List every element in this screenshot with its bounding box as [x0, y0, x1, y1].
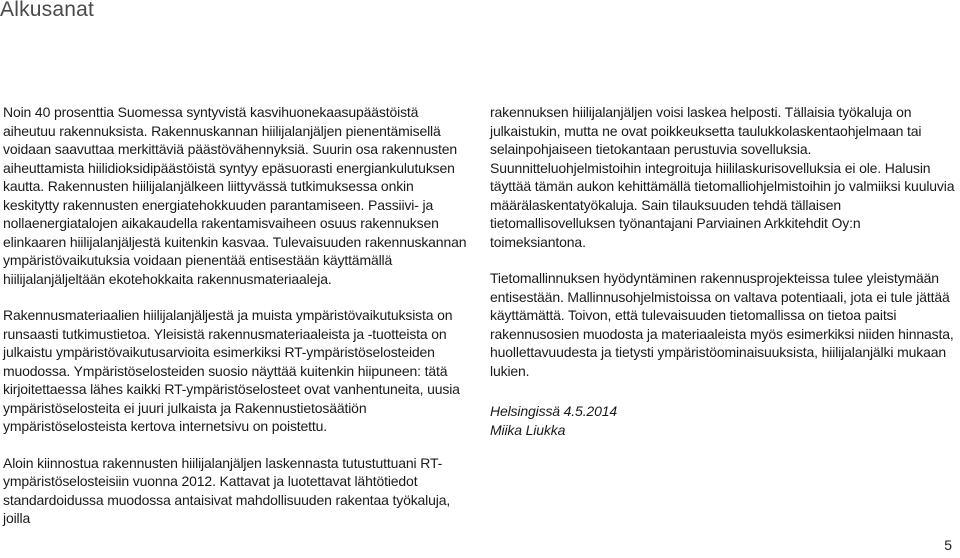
signature-author: Miika Liukka	[490, 421, 566, 438]
paragraph: Aloin kiinnostua rakennusten hiilijalanjäljen laskennasta tutustuttuani RT-ympäristöselosteisiin vuonna 2012. Kattavat ja luotettavat lähtötiedot standardoidussa muodossa antaisivat mahdollisuuden rakentaa työkaluja, joilla	[3, 454, 451, 526]
signature-place-date: Helsingissä 4.5.2014	[490, 403, 617, 419]
paragraph: Noin 40 prosenttia Suomessa syntyvistä kasvihuonekaasupäästöistä aiheutuu rakennuksista. Rakennuskannan hiilijalanjäljen pienentämisellä voidaan saavuttaa merkittäviä päästövähennyksiä. Suurin osa rakennusten aiheuttamista hiilidioksidipäästöistä syntyy epäsuorasti energiankulutuksen kautta. Rakennusten hiilijalanjälkeen liittyvässä tutkimuksessa onkin keskitytty rakennusten energiatehokkuuden parantamiseen. Passiivi- ja nollaenergiatalojen aikakaudella rakentamisvaiheen osuus rakennuksen elinkaaren hiilijalanjäljestä kuitenkin kasvaa. Tulevaisuuden rakennuskannan ympäristövaikutuksia voidaan pienentää entisestään käyttämällä hiilijalanjäljeltään ekotehokkaita rakennusmateriaaleja.	[3, 104, 467, 287]
page-title: Alkusanat	[0, 0, 95, 21]
paragraph: Rakennusmateriaalien hiilijalanjäljestä ja muista ympäristövaikutuksista on runsaasti tutkimustietoa. Yleisistä rakennusmateriaaleista ja -tuotteista on julkaistu ympäristövaikutusarvioita esimerkiksi RT-ympäristöselosteiden muodossa. Ympäristöselosteiden suosio näyttää kuitenkin hiipuneen: tätä kirjoitettaessa lähes kaikki RT-ympäristöselosteet ovat vanhentuneita, uusia ympäristöselosteita ei juuri julkaista ja Rakennustietosäätiön ympäristöselosteista kertova internetsivu on poistettu.	[3, 307, 460, 434]
right-column	[490, 103, 958, 439]
paragraph: Tietomallinnuksen hyödyntäminen rakennusprojekteissa tulee yleistymään entisestään. Mallinnusohjelmistoissa on valtava potentiaali, jota ei tule jättää käyttämättä. Toivon, että tulevaisuuden tietomallissa on tietoa paitsi rakennusosien muodosta ja materiaaleista myös esimerkiksi niiden hinnasta, huollettavuudesta ja tietysti ympäristöominaisuuksista, hiilijalanjälki mukaan lukien.	[490, 270, 954, 379]
left-column	[3, 103, 468, 528]
paragraph: rakennuksen hiilijalanjäljen voisi laskea helposti. Tällaisia työkaluja on julkaistukin, mutta ne ovat poikkeuksetta taulukkolaskentaohjelmaan tai selainpohjaiseen tietokantaan perustuvia sovelluksia. Suunnitteluohjelmistoihin integroituja hiililaskurisovelluksia ei ole. Halusin täyttää tämän aukon kehittämällä tietomalliohjelmistoihin jo valmiiksi kuuluvia määrälaskentatyökaluja. Sain tilauksuuden tehdä tällaisen tietomallisovelluksen työnantajani Parviainen Arkkitehdit Oy:n toimeksiantona.	[490, 104, 955, 250]
page-number: 5	[944, 537, 952, 553]
